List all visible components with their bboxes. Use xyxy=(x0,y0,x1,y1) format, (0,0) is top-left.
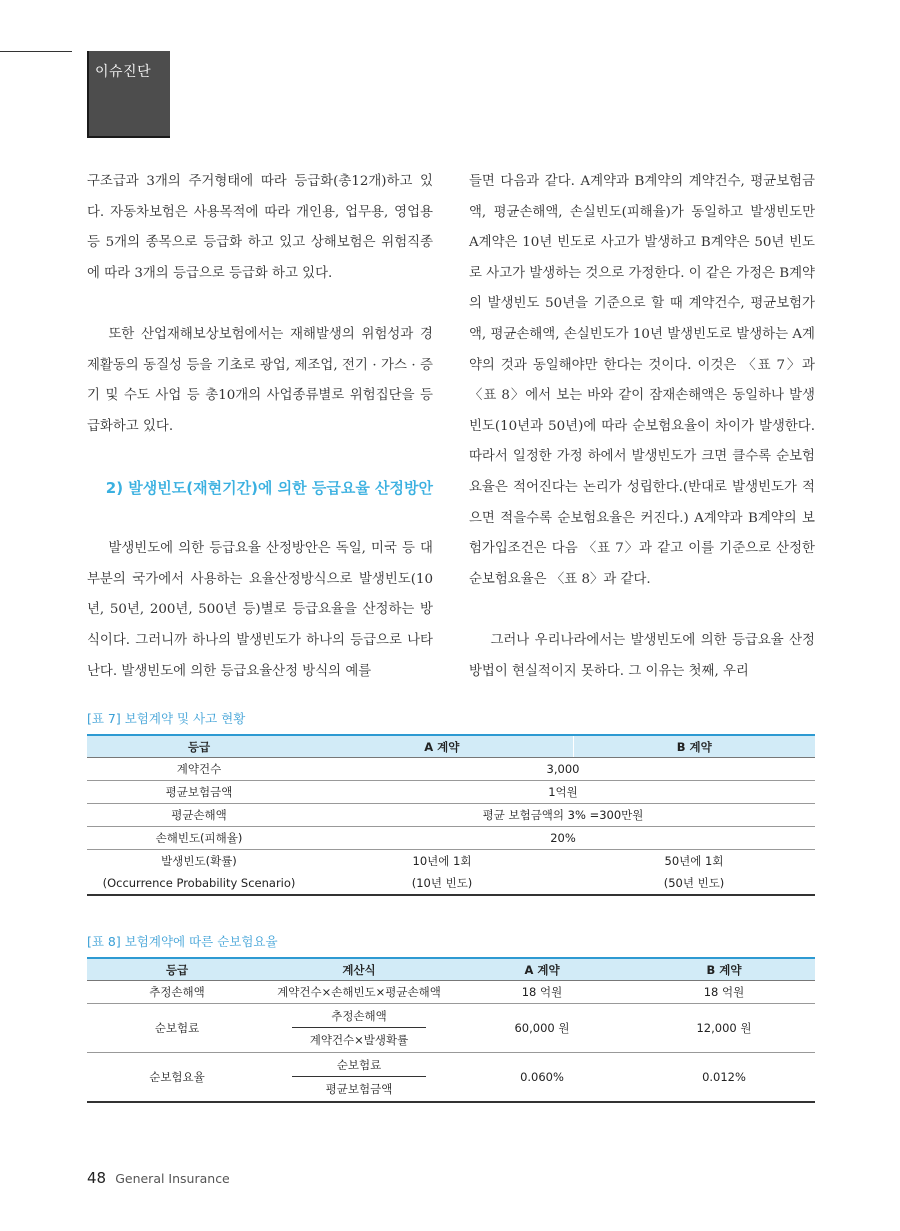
cell-value: 1억원 xyxy=(311,781,815,804)
cell-value: 50년에 1회 xyxy=(664,854,724,868)
left-column xyxy=(87,167,433,687)
row-label: 순보험요율 xyxy=(87,1053,267,1103)
formula-denominator: 계약건수×발생확률 xyxy=(309,1033,409,1047)
table-header-row xyxy=(87,958,815,981)
cell-value: 3,000 xyxy=(311,758,815,781)
row-label: 손해빈도(피해율) xyxy=(87,827,311,850)
table-row xyxy=(87,758,815,781)
row-label: 추정손해액 xyxy=(87,981,267,1004)
column-header: B 계약 xyxy=(633,958,815,981)
page-footer xyxy=(87,1168,230,1187)
row-label: 평균손해액 xyxy=(87,804,311,827)
table-row xyxy=(87,872,815,895)
table-row xyxy=(87,827,815,850)
formula-numerator: 순보험료 xyxy=(292,1057,426,1077)
cell-value: (50년 빈도) xyxy=(573,872,815,895)
left-paragraph-2: 또한 산업재해보상보험에서는 재해발생의 위험성과 경제활동의 동질성 등을 기초로 광업, 제조업, 전기 · 가스 · 증기 및 수도 사업 등 총10개의 사업종류별로 위험집단을 등급화하고 있다. xyxy=(87,326,433,434)
column-header: B 계약 xyxy=(573,735,815,758)
row-label: 순보험료 xyxy=(87,1004,267,1053)
column-header: A 계약 xyxy=(311,735,573,758)
left-paragraph-3: 발생빈도에 의한 등급요율 산정방안은 독일, 미국 등 대부분의 국가에서 사용하는 요율산정방식으로 발생빈도(10년, 50년, 200년, 500년 등)별로 등급요율을 산정하는 방식이다. 그러니까 하나의 발생빈도가 하나의 등급으로 나타난다. 발생빈도에 의한 등급요율산정 방식의 예를 xyxy=(87,541,433,679)
table8 xyxy=(87,957,815,1103)
cell-value: (10년 빈도) xyxy=(311,872,573,895)
formula-denominator: 평균보험금액 xyxy=(325,1082,393,1096)
cell-value: 60,000 원 xyxy=(451,1004,633,1053)
cell-value: 12,000 원 xyxy=(633,1004,815,1053)
cell-value: 18 억원 xyxy=(633,981,815,1004)
section-heading: 2) 발생빈도(재현기간)에 의한 등급요율 산정방안 xyxy=(105,478,433,497)
formula-numerator: 추정손해액 xyxy=(292,1008,426,1028)
table-row xyxy=(87,981,815,1004)
section-tab-label: 이슈진단 xyxy=(95,64,152,80)
column-header: 계산식 xyxy=(267,958,451,981)
cell-value: 10년에 1회 xyxy=(412,854,472,868)
left-paragraph-1: 구조급과 3개의 주거형태에 따라 등급화(총12개)하고 있다. 자동차보험은 사용목적에 따라 개인용, 업무용, 영업용 등 5개의 종목으로 등급화 하고 있고 상해보험은 위험직종에 따라 3개의 등급으로 등급화 하고 있다. xyxy=(87,174,433,281)
table-row xyxy=(87,781,815,804)
row-label: 계약건수 xyxy=(87,758,311,781)
table-row xyxy=(87,1004,815,1053)
table7 xyxy=(87,734,815,896)
formula-cell: 계약건수×손해빈도×평균손해액 xyxy=(267,981,451,1004)
formula-cell xyxy=(267,1004,451,1053)
table8-caption: [표 8] 보험계약에 따른 순보험요율 xyxy=(87,934,278,949)
row-label: 평균보험금액 xyxy=(87,781,311,804)
table-row xyxy=(87,1053,815,1103)
column-header: 등급 xyxy=(87,735,311,758)
right-column xyxy=(469,167,815,687)
formula-cell xyxy=(267,1053,451,1103)
magazine-name: General Insurance xyxy=(115,1171,230,1186)
cell-value: 0.060% xyxy=(451,1053,633,1103)
cell-value: 18 억원 xyxy=(451,981,633,1004)
column-header: A 계약 xyxy=(451,958,633,981)
right-paragraph-1: 들면 다음과 같다. A계약과 B계약의 계약건수, 평균보험금액, 평균손해액, 손실빈도(피해율)가 동일하고 발생빈도만 A계약은 10년 빈도로 사고가 발생하고 B계약은 50년 빈도로 사고가 발생하는 것으로 가정한다. 이 같은 가정은 B계약의 발생빈도 50년을 기준으로 할 때 계약건수, 평균보험가액, 평균손해액, 손실빈도가 10년 발생빈도로 발생하는 A계약의 것과 동일해야만 한다는 것이다. 이것은 〈표 7〉과 〈표 8〉에서 보는 바와 같이 잠재손해액은 동일하나 발생빈도(10년과 50년)에 따라 순보험요율이 차이가 발생한다. 따라서 일정한 가정 하에서 발생빈도가 크면 클수록 순보험요율은 적어진다는 논리가 성립한다.(반대로 발생빈도가 적으면 적을수록 순보험요율은 커진다.) A계약과 B계약의 보험가입조건은 다음 〈표 7〉과 같고 이를 기준으로 산정한 순보험요율은 〈표 8〉과 같다. xyxy=(469,174,815,587)
page-number: 48 xyxy=(87,1169,107,1187)
row-label: (Occurrence Probability Scenario) xyxy=(87,872,311,895)
column-header: 등급 xyxy=(87,958,267,981)
section-tab xyxy=(87,51,170,138)
cell-value: 평균 보험금액의 3% =300만원 xyxy=(311,804,815,827)
cell-value: 20% xyxy=(311,827,815,850)
right-paragraph-2: 그러나 우리나라에서는 발생빈도에 의한 등급요율 산정방법이 현실적이지 못하다. 그 이유는 첫째, 우리 xyxy=(469,632,815,679)
cell-value: 0.012% xyxy=(633,1053,815,1103)
row-label: 발생빈도(확률) xyxy=(161,854,237,868)
top-rule xyxy=(0,51,72,52)
table-row xyxy=(87,804,815,827)
table-header-row xyxy=(87,735,815,758)
table-row xyxy=(87,850,815,873)
table7-caption: [표 7] 보험계약 및 사고 현황 xyxy=(87,711,246,726)
